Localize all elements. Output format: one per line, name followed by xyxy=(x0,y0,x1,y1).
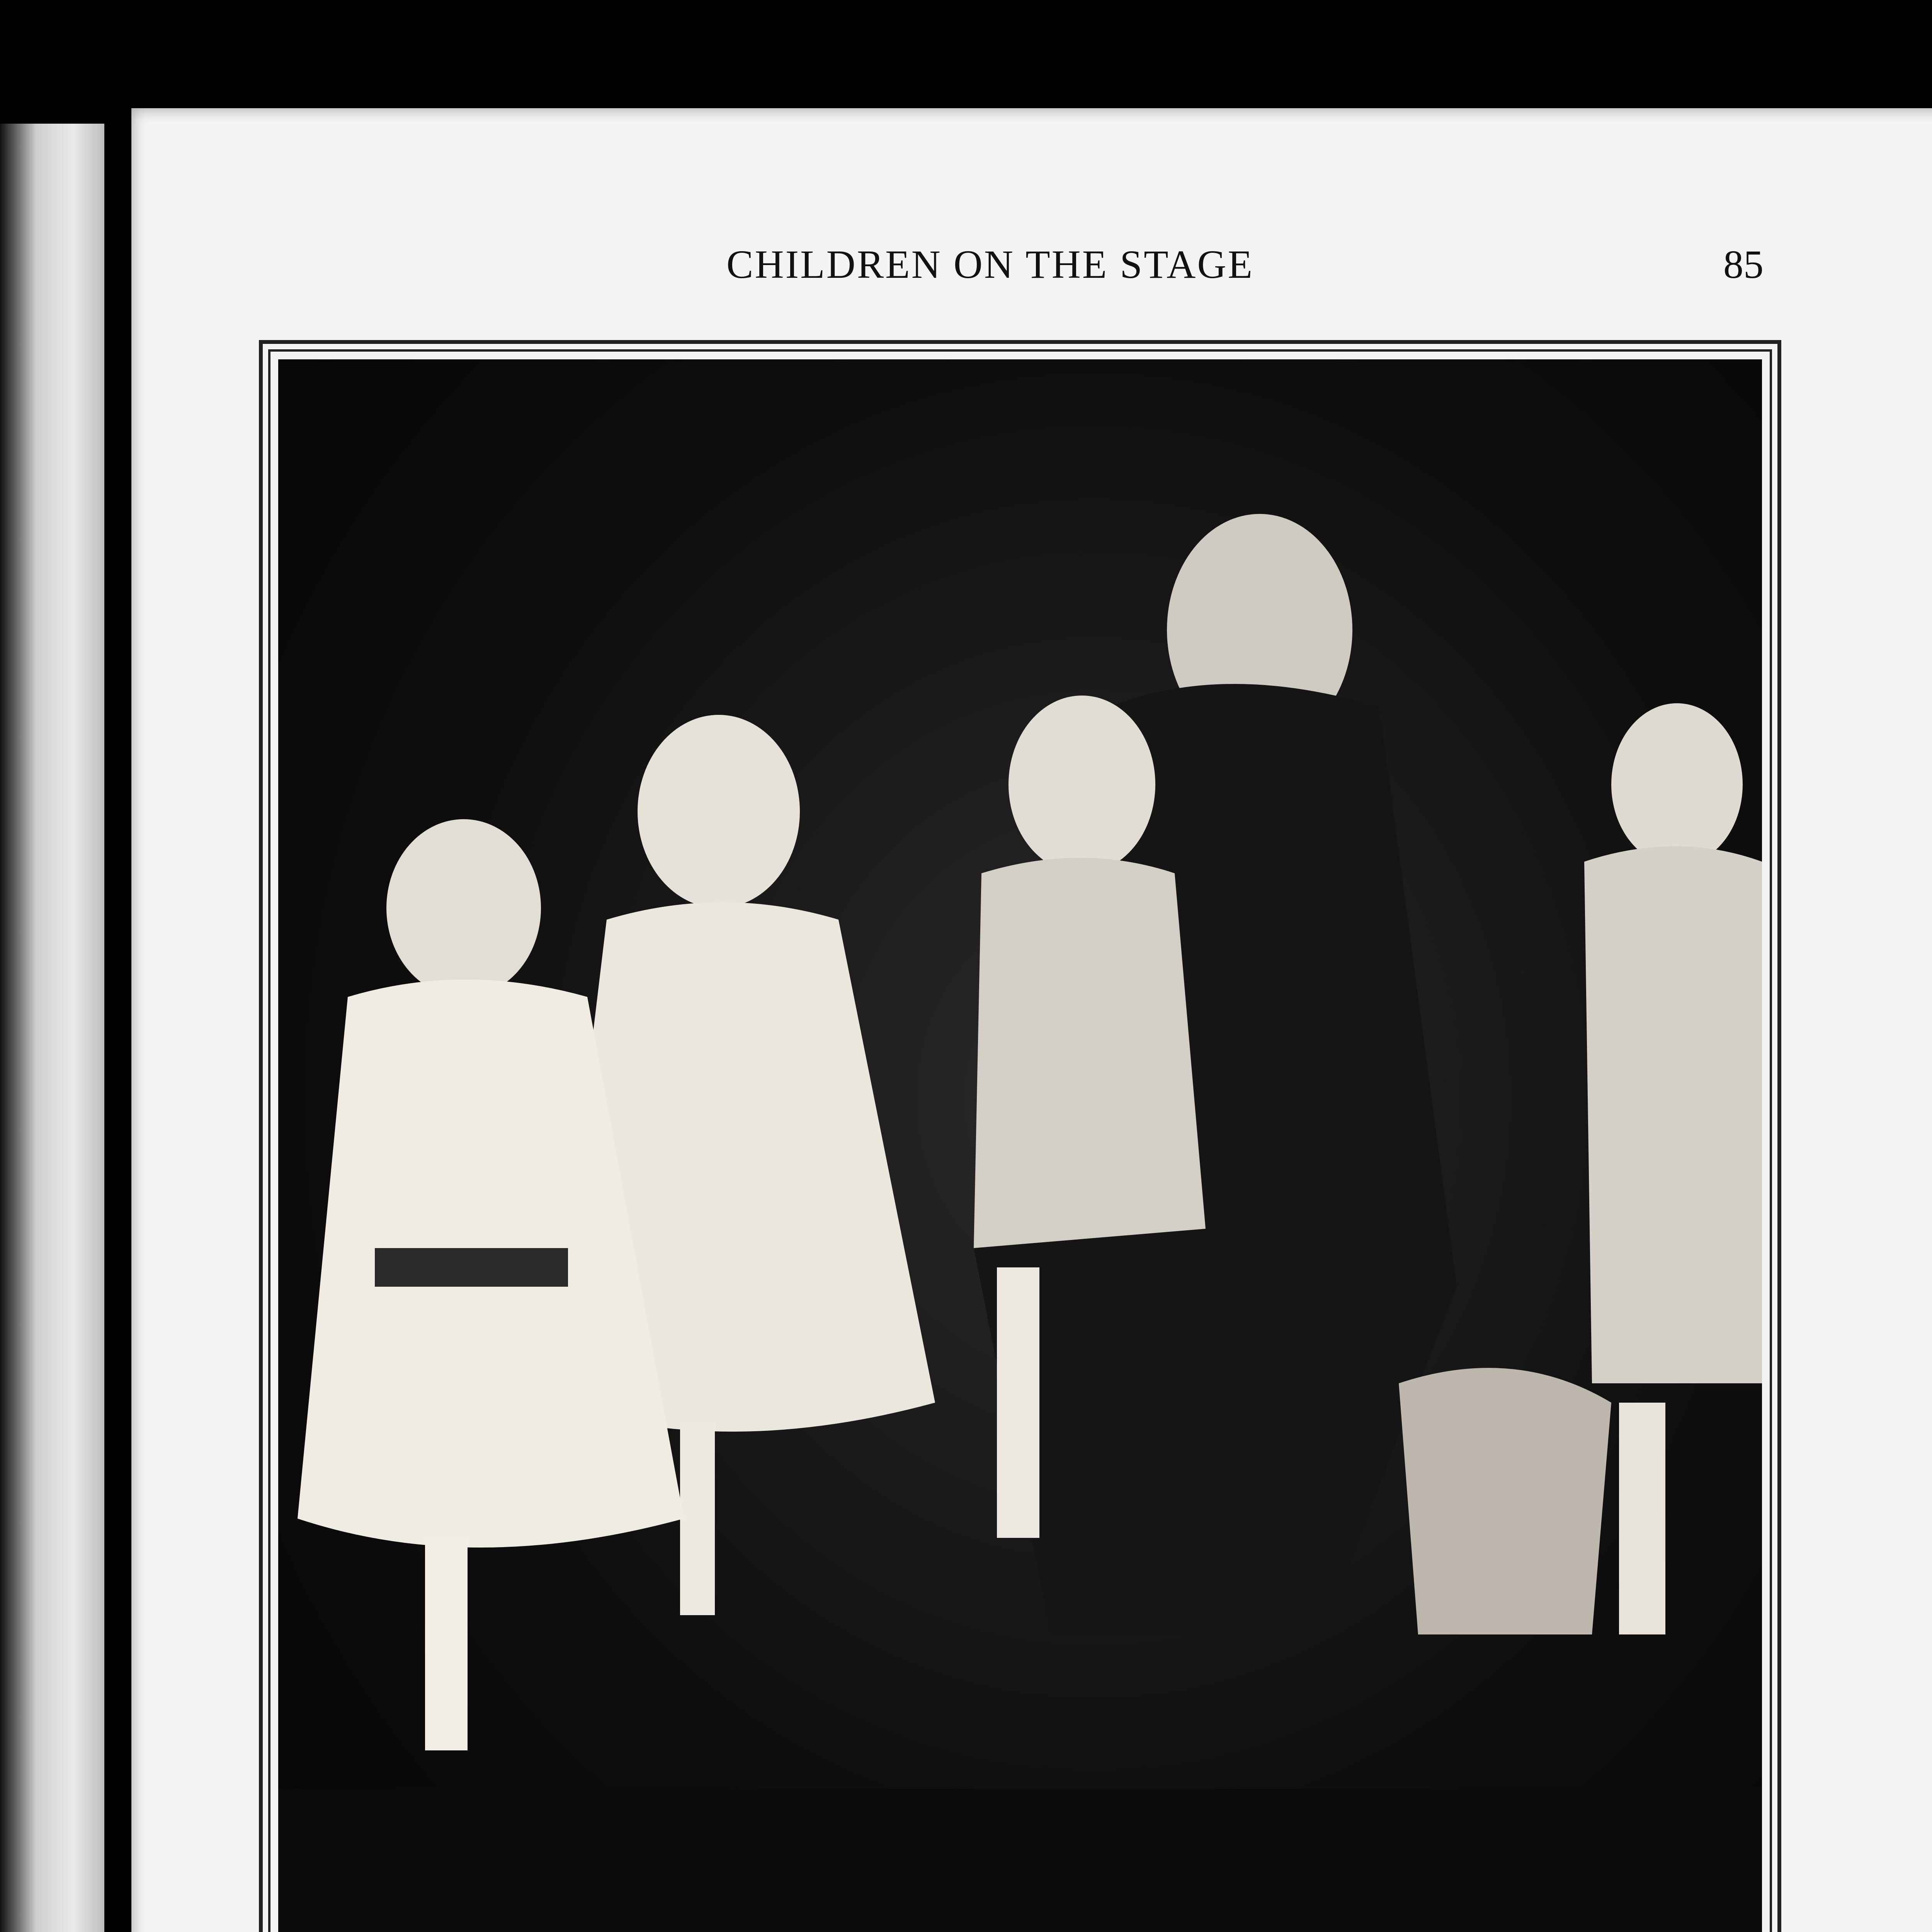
boy-legs xyxy=(1619,1403,1665,1634)
running-title: CHILDREN ON THE STAGE xyxy=(726,242,1254,287)
photograph-belasco-children xyxy=(278,359,1762,1932)
magazine-page xyxy=(131,108,1932,1932)
girl-coat-sash xyxy=(375,1248,568,1287)
photo-frame xyxy=(259,340,1781,1932)
running-head xyxy=(131,242,1932,296)
girl-coat-legs xyxy=(425,1538,468,1750)
girl-seated-head xyxy=(1009,696,1155,873)
facing-page-edge xyxy=(0,124,104,1932)
photograph-illustration xyxy=(278,359,1762,1932)
stage-floor xyxy=(278,1789,1762,1932)
toy-horse xyxy=(1399,1368,1611,1634)
girl-coat-head xyxy=(386,819,541,997)
man-head xyxy=(1167,514,1352,746)
page-number: 85 xyxy=(1723,242,1764,287)
girl-lace-legs xyxy=(680,1422,715,1615)
boy-head xyxy=(1611,703,1743,866)
man-suit xyxy=(974,684,1457,1634)
girl-seated-dress xyxy=(974,858,1206,1248)
girl-coat xyxy=(298,980,684,1548)
boy-suit xyxy=(1584,846,1762,1383)
girl-lace-dress xyxy=(549,902,935,1432)
girl-lace-head xyxy=(638,715,800,908)
girl-seated-legs xyxy=(997,1267,1039,1538)
